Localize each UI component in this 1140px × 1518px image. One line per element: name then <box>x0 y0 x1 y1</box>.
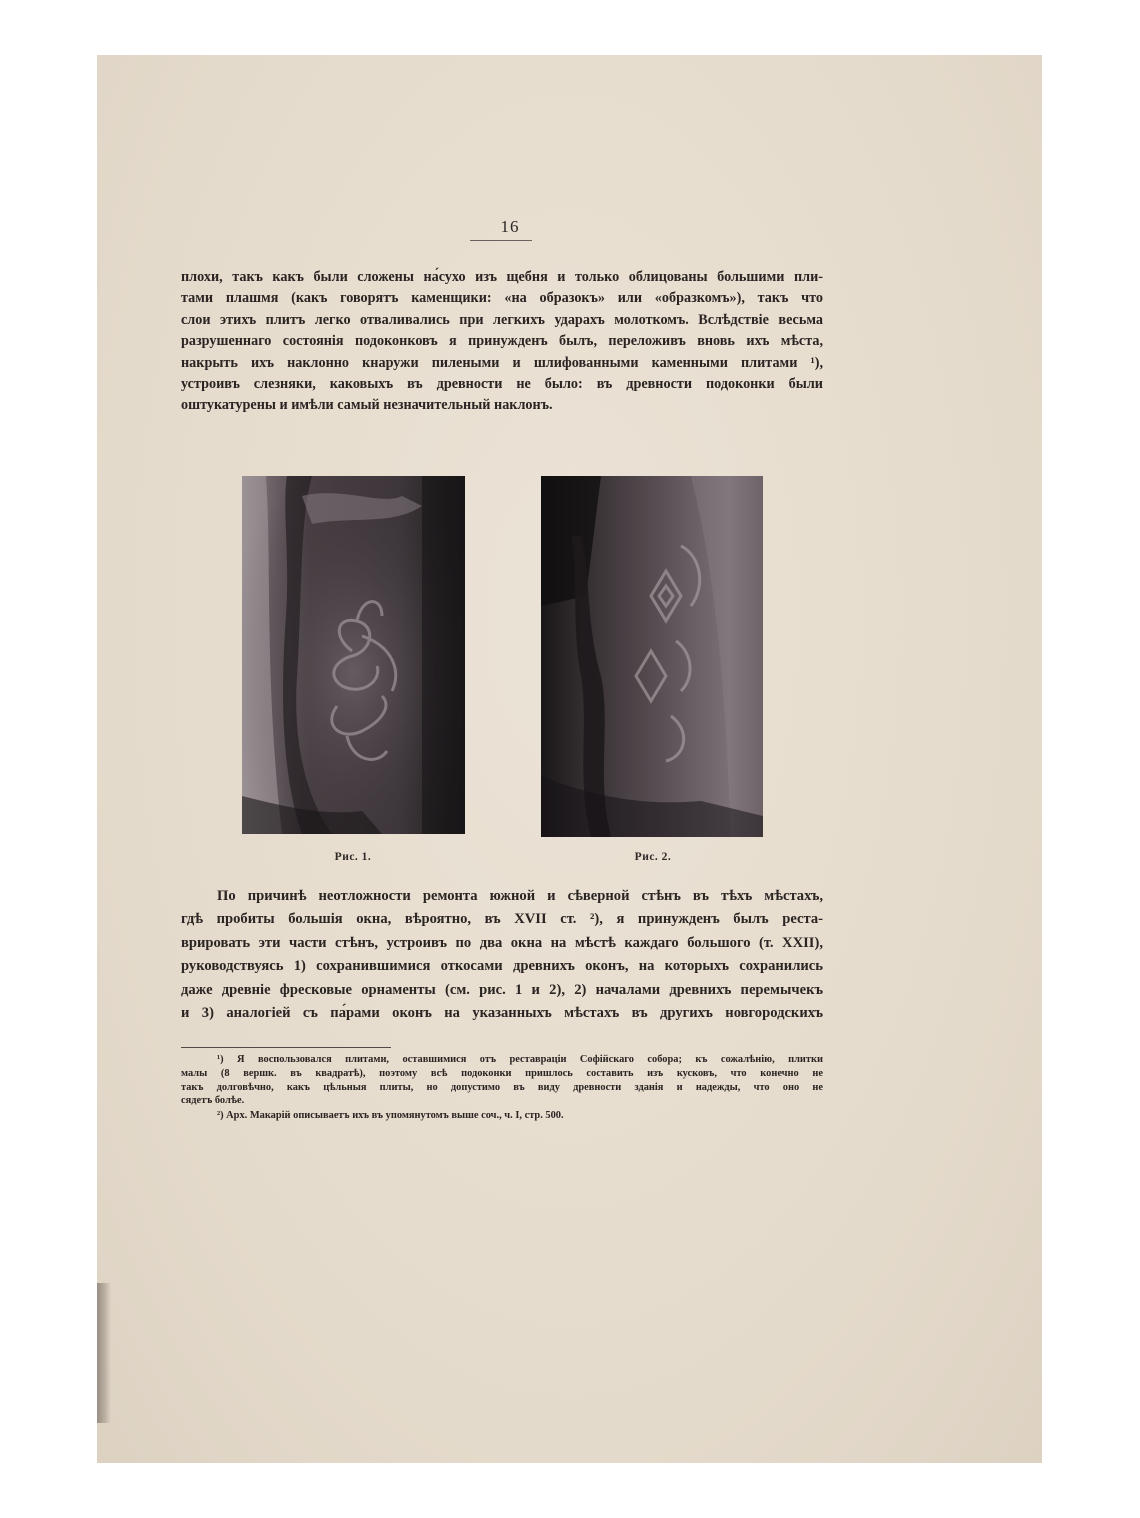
footnote-1-line: малы (8 вершк. въ квадратѣ), поэтому всѣ подоконки пришлось составить изъ кусковъ, что конечно не <box>181 1067 823 1079</box>
paragraph-1-line: тами плашмя (какъ говорятъ каменщики: «на образокъ» или «образкомъ»), такъ что <box>181 290 823 307</box>
paragraph-1-line: оштукатурены и имѣли самый незначительный наклонъ. <box>181 397 553 414</box>
paragraph-2-line: гдѣ пробиты большія окна, вѣроятно, въ XVII ст. ²), я принужденъ былъ реста- <box>181 911 823 928</box>
footnote-divider <box>181 1047 391 1048</box>
paragraph-2-line: руководствуясь 1) сохранившимися откосами древнихъ оконъ, на которыхъ сохранились <box>181 958 823 975</box>
figure-2-caption: Рис. 2. <box>634 851 672 863</box>
paragraph-1 <box>181 267 823 417</box>
footnotes <box>181 1053 823 1123</box>
paragraph-1-line: плохи, такъ какъ были сложены на́сухо изъ щебня и только облицованы большими пли- <box>181 269 823 285</box>
paragraph-2 <box>181 885 823 1025</box>
fresco-ornament-photo-1-icon <box>242 476 465 834</box>
paragraph-1-line: разрушеннаго состоянія подоконковъ я принужденъ былъ, переложивъ вновь ихъ мѣста, <box>181 333 823 350</box>
paragraph-2-line: врировать эти части стѣнъ, устроивъ по два окна на мѣстѣ каждаго большого (т. XXII), <box>181 934 823 951</box>
page-number-rule <box>470 240 532 241</box>
figure-1-photo <box>242 476 465 834</box>
footnote-1-line: такъ долговѣчно, какъ цѣльныя плиты, но допустимо въ виду древности зданія и надежды, что оно не <box>181 1081 823 1093</box>
footnote-2-line: ²) Арх. Макарій описываетъ ихъ въ упомянутомъ выше соч., ч. I, стр. 500. <box>217 1110 564 1122</box>
paragraph-1-line: накрыть ихъ наклонно кнаружи пилеными и шлифованными каменными плитами ¹), <box>181 354 823 371</box>
paragraph-2-line: даже древніе фресковые орнаменты (см. рис. 1 и 2), 2) началами древнихъ перемычекъ <box>181 981 823 998</box>
page-number: 16 <box>500 217 520 236</box>
page-edge-shadow <box>97 1283 111 1423</box>
footnote-2 <box>181 1109 823 1123</box>
paragraph-1-line: устроивъ слезняки, каковыхъ въ древности не было: въ древности подоконки были <box>181 376 823 393</box>
footnote-1-line: ¹) Я воспользовался плитами, оставшимися отъ реставраціи Софійскаго собора; къ сожалѣнію, плитки <box>217 1054 823 1065</box>
fresco-ornament-photo-2-icon <box>541 476 763 837</box>
figure-1-caption: Рис. 1. <box>334 851 372 863</box>
figure-2-photo <box>541 476 763 837</box>
paragraph-2-line: и 3) аналогіей съ па́рами оконъ на указанныхъ мѣстахъ въ другихъ новгородскихъ <box>181 1005 823 1022</box>
paragraph-1-line: слои этихъ плитъ легко отваливались при легкихъ ударахъ молоткомъ. Вслѣдствіе весьма <box>181 311 823 328</box>
paragraph-2-line: По причинѣ неотложности ремонта южной и сѣверной стѣнъ въ тѣхъ мѣстахъ, <box>217 888 823 904</box>
footnote-1 <box>181 1053 823 1108</box>
footnote-1-line: сядетъ болѣе. <box>181 1095 245 1107</box>
